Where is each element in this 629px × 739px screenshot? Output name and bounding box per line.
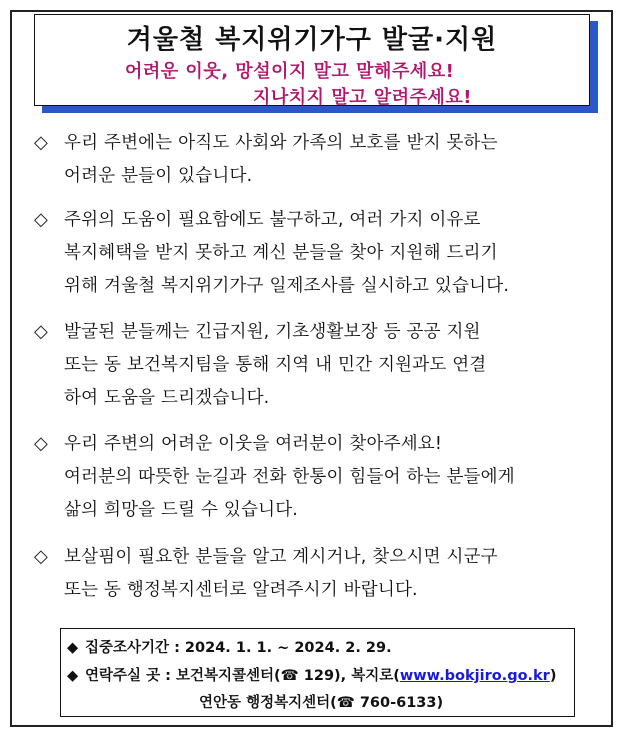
paragraph-text: 위해 겨울철 복지위기가구 일제조사를 실시하고 있습니다.	[64, 276, 510, 296]
paragraph-text: 복지혜택을 받지 못하고 계신 분들을 찾아 지원해 드리기	[64, 243, 498, 263]
paragraph-text: 우리 주변에는 아직도 사회와 가족의 보호를 받지 못하는	[64, 133, 498, 153]
center-line: 연안동 행정복지센터(☎ 760-6133)	[199, 695, 444, 711]
paragraph-text: 삶의 희망을 드릴 수 있습니다.	[64, 500, 299, 520]
diamond-outline-icon: ◇	[34, 209, 49, 230]
paragraph-text: 주위의 도움이 필요함에도 불구하고, 여러 가지 이유로	[64, 210, 481, 230]
diamond-outline-icon: ◇	[34, 321, 49, 342]
paragraph-5	[34, 540, 594, 607]
page-title: 겨울철 복지위기가구 발굴·지원	[126, 25, 498, 55]
bokjiro-link[interactable]: www.bokjiro.go.kr	[399, 668, 550, 684]
paragraph-text: 보살핌이 필요한 분들을 알고 계시거나, 찾으시면 시군구	[64, 547, 498, 567]
subtitle-line-1: 어려운 이웃, 망설이지 말고 말해주세요!	[125, 61, 455, 82]
diamond-outline-icon: ◇	[34, 433, 49, 454]
title-box	[34, 14, 590, 106]
paragraph-text: 또는 동 보건복지팀을 통해 지역 내 민간 지원과도 연결	[64, 355, 487, 375]
paragraph-text: 우리 주변의 어려운 이웃을 여러분이 찾아주세요!	[64, 434, 443, 454]
diamond-outline-icon: ◇	[34, 132, 49, 153]
paragraph-text: 어려운 분들이 있습니다.	[64, 166, 253, 186]
diamond-filled-icon: ◆	[67, 668, 79, 684]
paragraph-text: 하여 도움을 드리겠습니다.	[64, 388, 270, 408]
info-box	[60, 628, 575, 717]
contact-text: 연락주실 곳 : 보건복지콜센터(☎ 129), 복지로(	[85, 668, 400, 684]
paragraph-2	[34, 203, 594, 303]
diamond-filled-icon: ◆	[67, 640, 79, 656]
contact-line	[67, 664, 556, 685]
contact-close: )	[549, 668, 557, 684]
diamond-outline-icon: ◇	[34, 546, 49, 567]
paragraph-text: 여러분의 따뜻한 눈길과 전화 한통이 힘들어 하는 분들에게	[64, 467, 515, 487]
period-text: 집중조사기간 : 2024. 1. 1. ~ 2024. 2. 29.	[85, 640, 392, 656]
paragraph-1	[34, 126, 594, 193]
paragraph-text: 발굴된 분들께는 긴급지원, 기초생활보장 등 공공 지원	[64, 322, 481, 342]
paragraph-text: 또는 동 행정복지센터로 알려주시기 바랍니다.	[64, 580, 418, 600]
paragraph-3	[34, 315, 594, 415]
paragraph-4	[34, 427, 594, 527]
subtitle-line-2: 지나치지 말고 알려주세요!	[253, 87, 473, 108]
period-line	[67, 636, 392, 657]
